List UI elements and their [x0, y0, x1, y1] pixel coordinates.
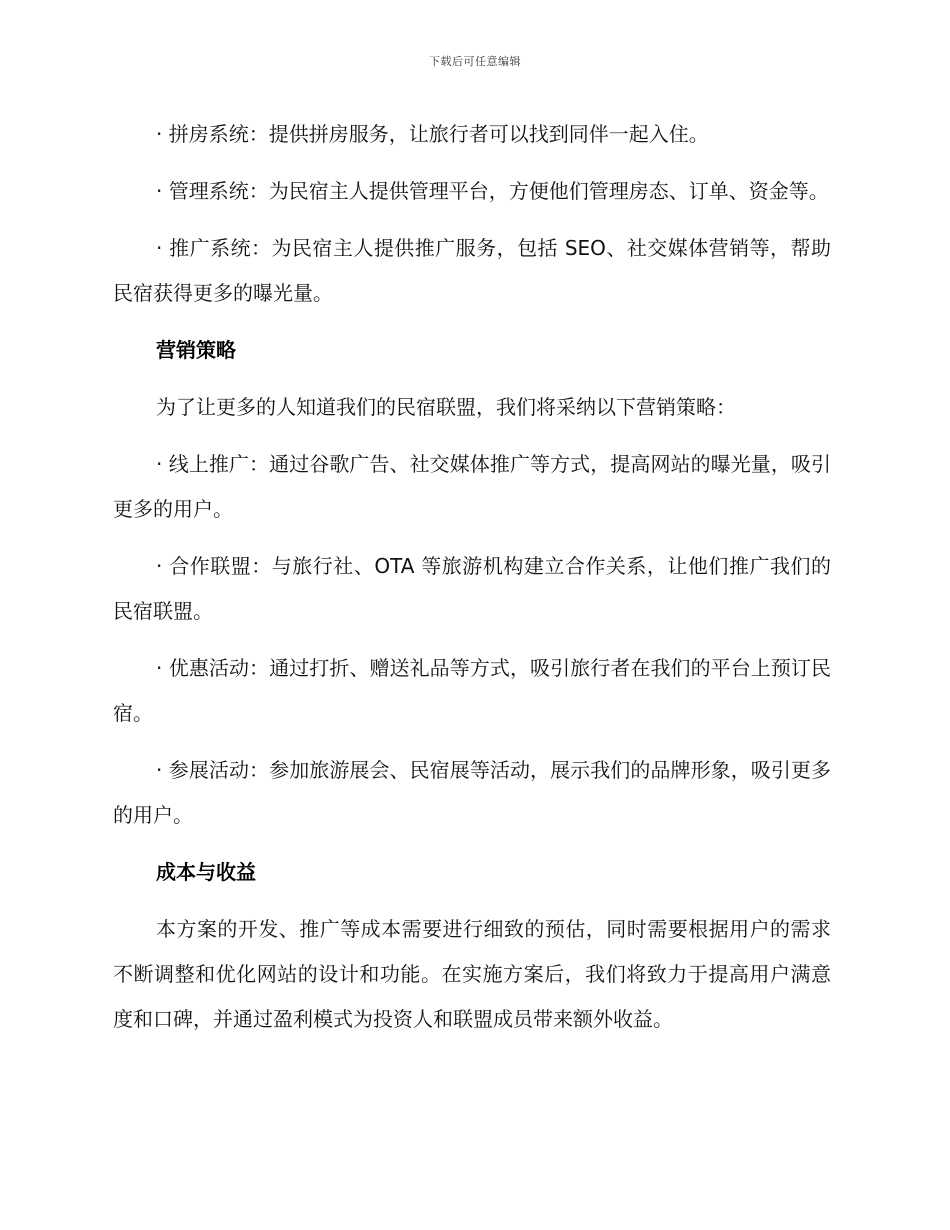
bullet-discount-activities: · 优惠活动：通过打折、赠送礼品等方式，吸引旅行者在我们的平台上预订民宿。: [113, 656, 831, 725]
section-heading-marketing: 营销策略: [156, 338, 236, 362]
document-body: [113, 112, 831, 1042]
bullet-management-system: · 管理系统：为民宿主人提供管理平台，方便他们管理房态、订单、资金等。: [156, 179, 829, 203]
section-heading-cost-revenue: 成本与收益: [156, 860, 256, 884]
bullet-promotion-system: · 推广系统：为民宿主人提供推广服务，包括 SEO、社交媒体营销等，帮助民宿获得更多的曝光量。: [113, 236, 831, 305]
bullet-exhibition-activities: · 参展活动：参加旅游展会、民宿展等活动，展示我们的品牌形象，吸引更多的用户。: [113, 758, 831, 827]
bullet-online-promotion: · 线上推广：通过谷歌广告、社交媒体推广等方式，提高网站的曝光量，吸引更多的用户。: [113, 452, 831, 521]
marketing-intro-paragraph: 为了让更多的人知道我们的民宿联盟，我们将采纳以下营销策略：: [156, 395, 736, 419]
bullet-room-sharing-system: · 拼房系统：提供拼房服务，让旅行者可以找到同伴一起入住。: [156, 122, 709, 146]
cost-revenue-paragraph: 本方案的开发、推广等成本需要进行细致的预估，同时需要根据用户的需求不断调整和优化网站的设计和功能。在实施方案后，我们将致力于提高用户满意度和口碑，并通过盈利模式为投资人和联盟成员带来额外收益。: [113, 917, 831, 1031]
page-header: 下载后可任意编辑: [429, 55, 521, 68]
bullet-cooperation-alliance: · 合作联盟：与旅行社、OTA 等旅游机构建立合作关系，让他们推广我们的民宿联盟。: [113, 554, 831, 623]
